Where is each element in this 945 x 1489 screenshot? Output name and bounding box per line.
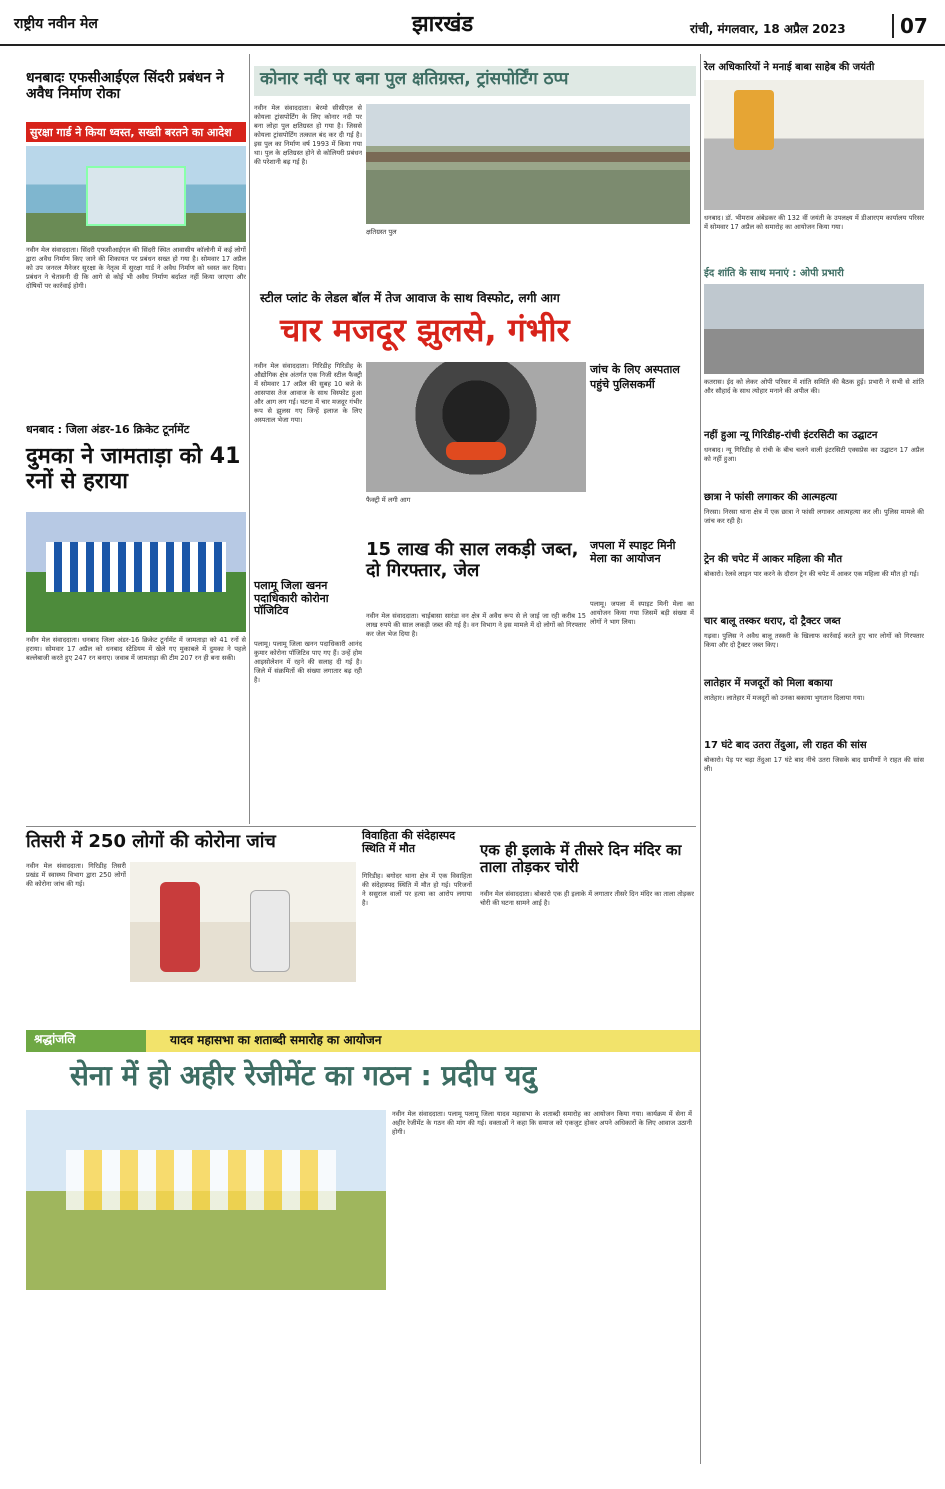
headline-blast: चार मजदूर झुलसे, गंभीर <box>280 311 570 349</box>
strap-fci: सुरक्षा गार्ड ने किया ध्वस्त, सख्ती बरतने का आदेश <box>26 122 246 142</box>
kicker-blast: स्टील प्लांट के लेडल बॉल में तेज आवाज के साथ विस्फोट, लगी आग <box>260 291 560 305</box>
newspaper-logo: राष्ट्रीय नवीन मेल <box>14 16 98 32</box>
body-sand: गढ़वा। पुलिस ने अवैध बालू तस्करी के खिलाफ कार्रवाई करते हुए चार लोगों को गिरफ्तार किया और दो ट्रैक्टर जब्त किए। <box>704 632 924 649</box>
body-blast: नवीन मेल संवाददाता। गिरिडीह गिरिडीह के औद्योगिक क्षेत्र अंतर्गत एक निजी स्टील फैक्ट्री में सोमवार 17 अप्रैल की सुबह 10 बजे के आसपास तेज आवाज के साथ विस्फोट हुआ और आग लग गई। घटना में चार मजदूर गंभीर रूप से झुलस गए जिन्हें इलाज के लिए अस्पताल भेजा गया। <box>254 362 362 424</box>
body-fci: नवीन मेल संवाददाता। सिंदरी एफसीआईएल की सिंदरी स्थित आवासीय कॉलोनी में कई लोगों द्वारा अवैध निर्माण किए जाने की शिकायत पर प्रबंधन सख्त हो गया है। सोमवार 17 अप्रैल को उप जनरल मैनेजर सुरक्षा के नेतृत्व में सुरक्षा गार्ड ने अवैध निर्माण को ध्वस्त कर दिया। प्रबंधन ने चेतावनी दी कि आगे से कोई भी अवैध निर्माण बर्दाश्त नहीं किया जाएगा और दोषियों पर कार्रवाई होगी। <box>26 246 246 290</box>
column-rule <box>700 54 701 1464</box>
body-railway: धनबाद। डॉ. भीमराव अंबेडकर की 132 वीं जयंती के उपलक्ष्य में डीआरएम कार्यालय परिसर में सोमवार 17 अप्रैल को समारोह का आयोजन किया गया। <box>704 214 924 231</box>
photo-railway <box>704 80 924 210</box>
body-cricket: नवीन मेल संवाददाता। धनबाद जिला अंडर-16 क्रिकेट टूर्नामेंट में जामताड़ा को 41 रनों से हराया। सोमवार 17 अप्रैल को धनबाद स्टेडियम में खेले गए मुकाबले में दुमका ने पहले बल्लेबाजी करते हुए 247 रन बनाए। जवाब में जामताड़ा की टीम 207 रन ही बना सकी। <box>26 636 246 662</box>
label-cricket: धनबाद : जिला अंडर-16 क्रिकेट टूर्नामेंट <box>26 423 190 436</box>
headline-heat: 17 घंटे बाद उतरा तेंदुआ, ली राहत की सांस <box>704 740 867 751</box>
photo-konar <box>366 104 690 224</box>
photo-yadav <box>26 1110 386 1290</box>
photo-fci <box>26 146 246 242</box>
photo-corona <box>130 862 356 982</box>
body-intercity: धनबाद। न्यू गिरिडीह से रांची के बीच चलने वाली इंटरसिटी एक्सप्रेस का उद्घाटन 17 अप्रैल को नहीं हुआ। <box>704 446 924 463</box>
headline-konar: कोनार नदी पर बना पुल क्षतिग्रस्त, ट्रांसपोर्टिंग ठप्प <box>254 66 696 96</box>
headline-intercity: नहीं हुआ न्यू गिरिडीह-रांची इंटरसिटी का उद्घाटन <box>704 430 878 441</box>
body-labour: लातेहार। लातेहार में मजदूरों को उनका बकाया भुगतान दिलाया गया। <box>704 694 865 702</box>
headline-sand: चार बालू तस्कर धराए, दो ट्रैक्टर जब्त <box>704 616 841 627</box>
body-palamu: पलामू। पलामू जिला खनन पदाधिकारी आनंद कुमार कोरोना पॉजिटिव पाए गए हैं। उन्हें होम आइसोलेशन में रहने की सलाह दी गई है। जिले में संक्रमितों की संख्या लगातार बढ़ रही है। <box>254 640 362 684</box>
body-konar: नवीन मेल संवाददाता। बेरमो सीसीएल से कोयला ट्रांसपोर्टिंग के लिए कोनार नदी पर बना लोहा पुल क्षतिग्रस्त हो गया है। जिससे कोयला ट्रांसपोर्टिंग तत्काल बंद कर दी गई है। इस पुल का निर्माण वर्ष 1993 में किया गया था। पुल के क्षतिग्रस्त होने से कोलियरी प्रबंधन की परेशानी बढ़ गई है। <box>254 104 362 166</box>
headline-temple: एक ही इलाके में तीसरे दिन मंदिर का ताला तोड़कर चोरी <box>480 841 682 877</box>
page-number: 07 <box>892 14 928 38</box>
column-rule <box>249 54 250 824</box>
section-rule <box>26 826 696 827</box>
body-mela: पलामू। जपला में स्पाइट मिनी मेला का आयोजन किया गया जिसमें बड़ी संख्या में लोगों ने भाग लिया। <box>590 600 694 626</box>
headline-palamu: पलामू जिला खनन पदाधिकारी कोरोना पॉजिटिव <box>254 579 329 618</box>
body-eid: कतरास। ईद को लेकर ओपी परिसर में शांति समिति की बैठक हुई। प्रभारी ने सभी से शांति और सौहार्द के साथ त्योहार मनाने की अपील की। <box>704 378 924 395</box>
body-yadav: नवीन मेल संवाददाता। पलामू पलामू जिला यादव महासभा के शताब्दी समारोह का आयोजन किया गया। कार्यक्रम में सेना में अहीर रेजीमेंट के गठन की मांग की गई। वक्ताओं ने कहा कि समाज को एकजुट होकर अपने अधिकारों के लिए आवाज उठानी होगी। <box>392 1110 692 1136</box>
body-heat: बोकारो। पेड़ पर चढ़ा तेंदुआ 17 घंटे बाद नीचे उतरा जिसके बाद ग्रामीणों ने राहत की सांस ली। <box>704 756 924 773</box>
body-bride: गिरिडीह। बगोदर थाना क्षेत्र में एक विवाहिता की संदेहास्पद स्थिति में मौत हो गई। परिजनों ने ससुराल वालों पर हत्या का आरोप लगाया है। <box>362 872 472 907</box>
headline-suicide: छात्रा ने फांसी लगाकर की आत्महत्या <box>704 492 837 503</box>
photo-eid <box>704 284 924 374</box>
photo-cricket <box>26 512 246 632</box>
headline-cricket: दुमका ने जामताड़ा को 41 रनों से हराया <box>26 444 241 495</box>
photo-blast <box>366 362 586 492</box>
headline-train: ट्रेन की चपेट में आकर महिला की मौत <box>704 554 843 565</box>
headline-mela: जपला में स्पाइट मिनी मेला का आयोजन <box>590 539 676 565</box>
caption-blast: फैक्ट्री में लगी आग <box>366 496 411 504</box>
sidebar-blast: जांच के लिए अस्पताल पहुंचे पुलिसकर्मी <box>590 363 680 391</box>
headline-bride: विवाहिता की संदेहास्पद स्थिति में मौत <box>362 829 456 855</box>
body-temple: नवीन मेल संवाददाता। बोकारो एक ही इलाके में लगातार तीसरे दिन मंदिर का ताला तोड़कर चोरी की घटना सामने आई है। <box>480 890 694 907</box>
kicker-yadav: यादव महासभा का शताब्दी समारोह का आयोजन <box>170 1033 382 1047</box>
dateline: रांची, मंगलवार, 18 अप्रैल 2023 <box>690 22 846 36</box>
body-corona: नवीन मेल संवाददाता। गिरिडीह तिसरी प्रखंड में स्वास्थ्य विभाग द्वारा 250 लोगों की कोरोना जांच की गई। <box>26 862 126 888</box>
caption-konar: क्षतिग्रस्त पुल <box>366 228 397 236</box>
body-wood: नवीन मेल संवाददाता। चाईबासा सारंडा वन क्षेत्र में अवैध रूप से ले जाई जा रही करीब 15 लाख रुपये की साल लकड़ी जब्त की गई है। वन विभाग ने इस मामले में दो लोगों को गिरफ्तार कर जेल भेज दिया है। <box>366 612 586 638</box>
body-suicide: निरसा। निरसा थाना क्षेत्र में एक छात्रा ने फांसी लगाकर आत्महत्या कर ली। पुलिस मामले की जांच कर रही है। <box>704 508 924 525</box>
headline-labour: लातेहार में मजदूरों को मिला बकाया <box>704 678 833 689</box>
tag-yadav: श्रद्धांजलि <box>26 1030 146 1052</box>
headline-eid: ईद शांति के साथ मनाएं : ओपी प्रभारी <box>704 268 844 279</box>
headline-yadav: सेना में हो अहीर रेजीमेंट का गठन : प्रदीप यदु <box>70 1059 537 1092</box>
body-train: बोकारो। रेलवे लाइन पार करने के दौरान ट्रेन की चपेट में आकर एक महिला की मौत हो गई। <box>704 570 919 578</box>
headline-corona: तिसरी में 250 लोगों की कोरोना जांच <box>26 831 276 852</box>
headline-railway: रेल अधिकारियों ने मनाई बाबा साहेब की जयंती <box>704 62 875 73</box>
section-title: झारखंड <box>412 12 474 37</box>
headline-wood: 15 लाख की साल लकड़ी जब्त, दो गिरफ्तार, जेल <box>366 539 579 581</box>
headline-fci: धनबादः एफसीआईएल सिंदरी प्रबंधन ने अवैध निर्माण रोका <box>26 70 224 103</box>
